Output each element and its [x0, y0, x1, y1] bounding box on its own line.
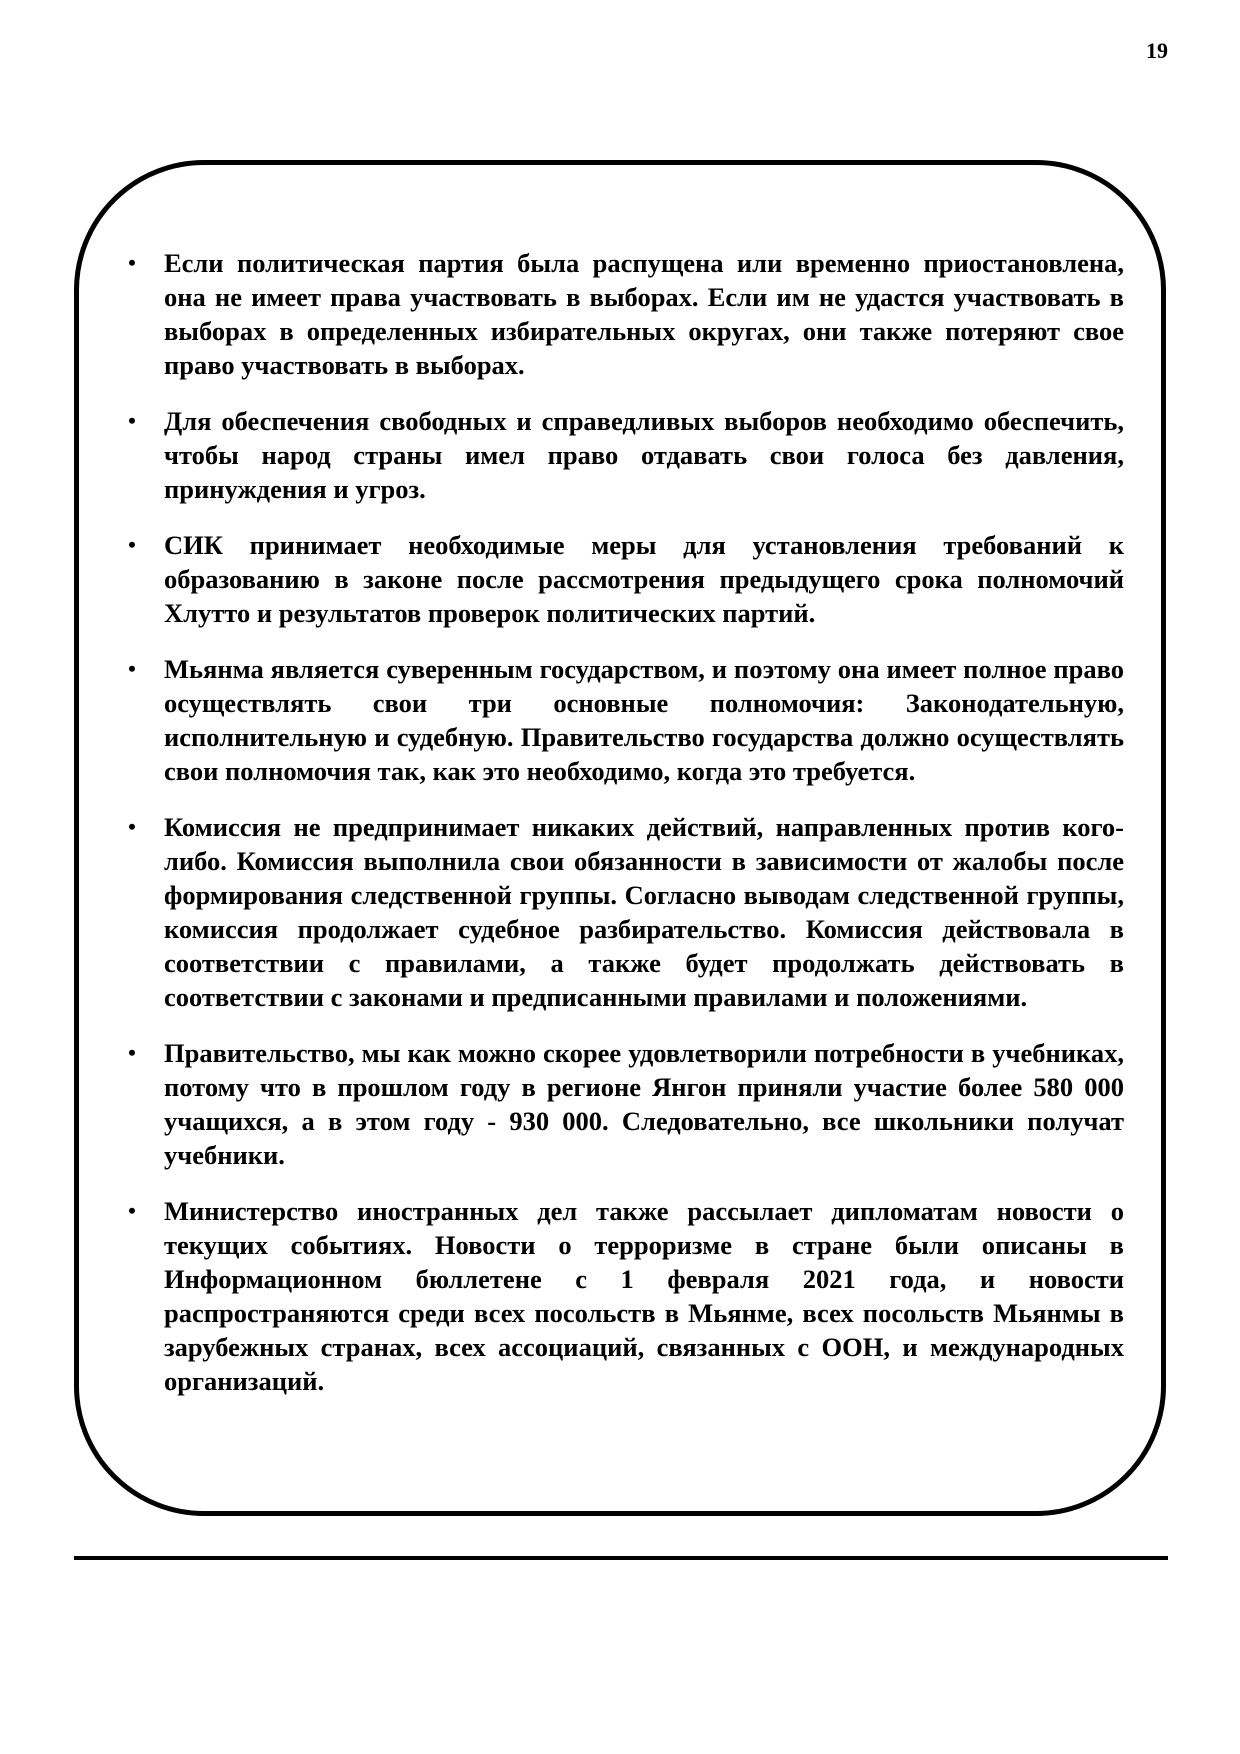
- bullet-text: Правительство, мы как можно скорее удовлетворили потребности в учебниках, потому что в прошлом году в регионе Янгон приняли участие более 580 000 учащихся, а в этом году - 930 000. Следовательно, все школьники получат учебники.: [164, 1038, 1124, 1170]
- bullet-text: Для обеспечения свободных и справедливых выборов необходимо обеспечить, чтобы народ страны имел право отдавать свои голоса без давления, принуждения и угроз.: [164, 406, 1124, 504]
- bullet-text: Мьянма является суверенным государством, и поэтому она имеет полное право осуществлять свои три основные полномочия: Законодательную, исполнительную и судебную. Правительство государства должно осуществлять свои полномочия так, как это необходимо, когда это требуется.: [164, 654, 1124, 786]
- bullet-list: [122, 246, 1124, 1420]
- bullet-item: [122, 246, 1124, 382]
- bullet-icon: •: [128, 1040, 136, 1065]
- bullet-icon: •: [128, 1198, 136, 1223]
- bullet-item: [122, 1194, 1124, 1398]
- bullet-text: Комиссия не предпринимает никаких действий, направленных против кого-либо. Комиссия выполнила свои обязанности в зависимости от жалобы после формирования следственной группы. Согласно выводам следственной группы, комиссия продолжает судебное разбирательство. Комиссия действовала в соответствии с правилами, а также будет продолжать действовать в соответствии с законами и предписанными правилами и положениями.: [164, 812, 1124, 1012]
- bullet-icon: •: [128, 814, 136, 839]
- bullet-item: [122, 1036, 1124, 1172]
- bullet-icon: •: [128, 250, 136, 275]
- bullet-item: [122, 652, 1124, 788]
- bottom-divider: [74, 1556, 1168, 1560]
- bullet-item: [122, 528, 1124, 630]
- bullet-text: СИК принимает необходимые меры для установления требований к образованию в законе после рассмотрения предыдущего срока полномочий Хлутто и результатов проверок политических партий.: [164, 530, 1124, 628]
- bullet-icon: •: [128, 656, 136, 681]
- bullet-text: Министерство иностранных дел также рассылает дипломатам новости о текущих событиях. Новости о терроризме в стране были описаны в Информационном бюллетене с 1 февраля 2021 года, и новости распространяются среди всех посольств в Мьянме, всех посольств Мьянмы в зарубежных странах, всех ассоциаций, связанных с ООН, и международных организаций.: [164, 1196, 1124, 1396]
- bullet-icon: •: [128, 532, 136, 557]
- bullet-text: Если политическая партия была распущена или временно приостановлена, она не имеет права участвовать в выборах. Если им не удастся участвовать в выборах в определенных избирательных округах, они также потеряют свое право участвовать в выборах.: [164, 248, 1124, 380]
- bullet-item: [122, 404, 1124, 506]
- page-number: 19: [1146, 38, 1168, 63]
- bullet-item: [122, 810, 1124, 1014]
- bullet-icon: •: [128, 408, 136, 433]
